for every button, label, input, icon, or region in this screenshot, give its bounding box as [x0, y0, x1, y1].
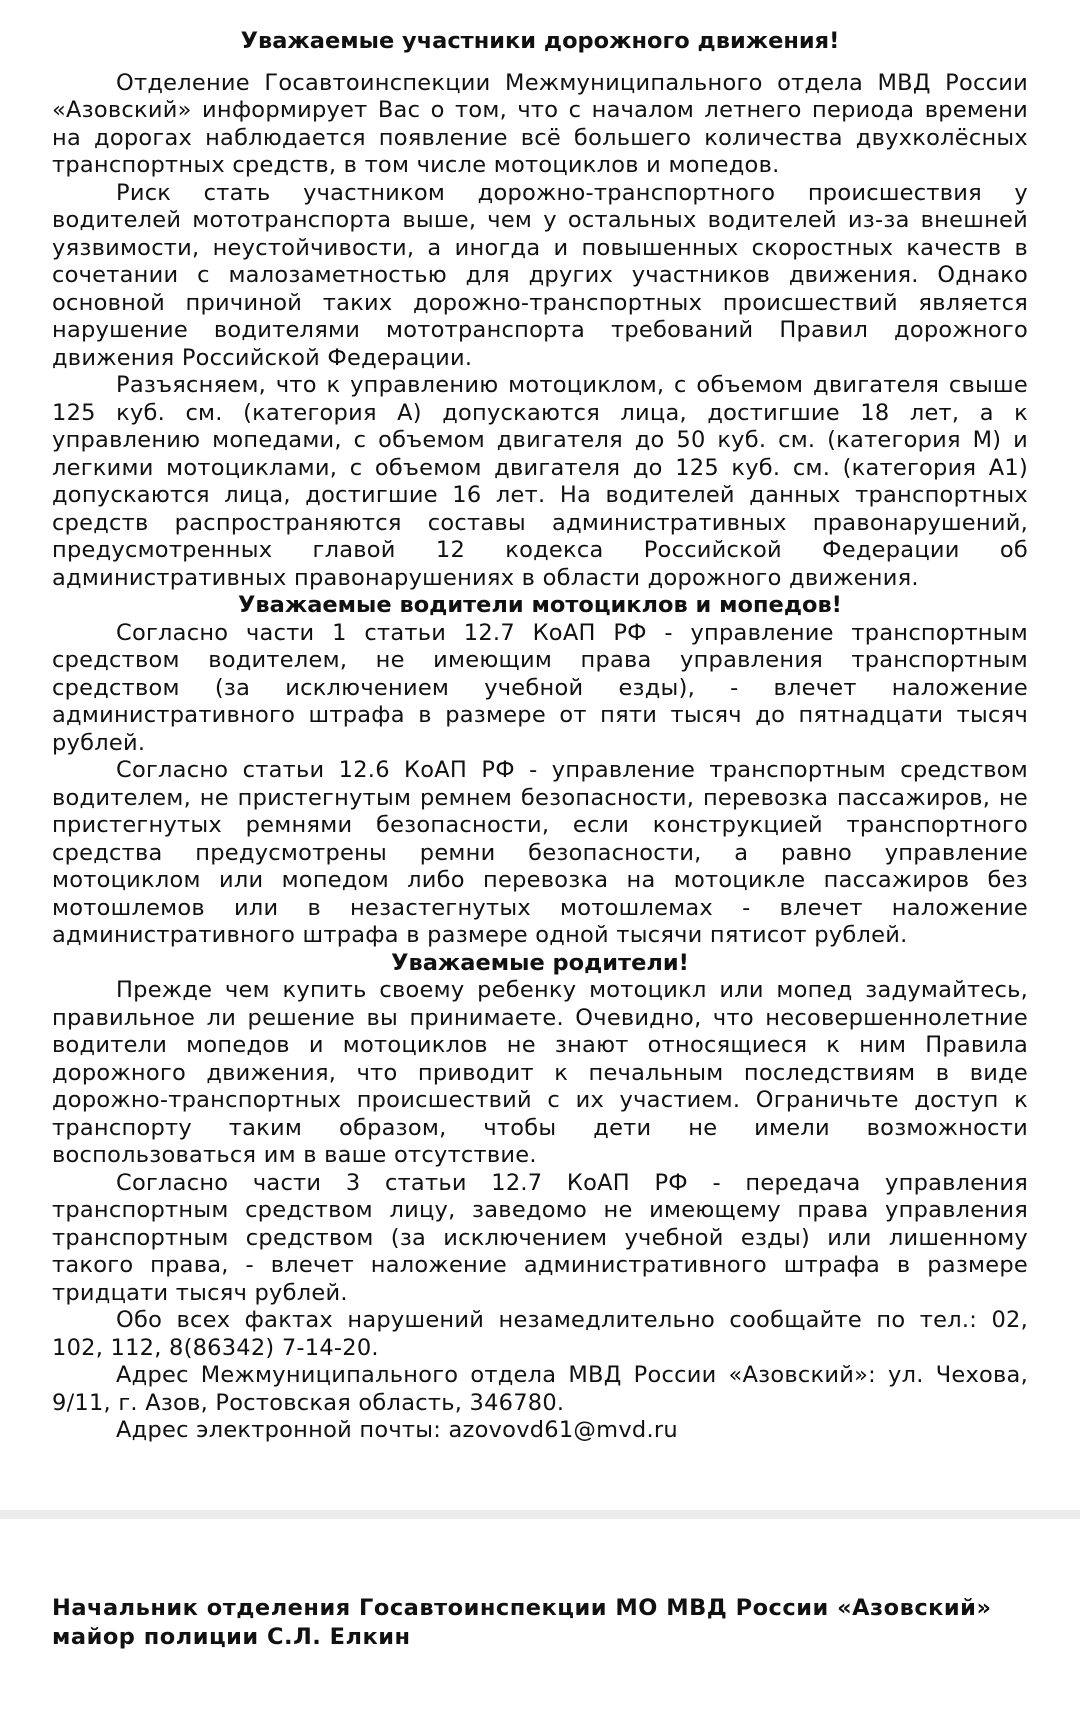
paragraph-contact-address: Адрес Межмуниципального отдела МВД России «Азовский»: ул. Чехова, 9/11, г. Азов, Ростовская область, 346780.	[52, 1362, 1028, 1416]
paragraph-parents-1: Прежде чем купить своему ребенку мотоцикл или мопед задумайтесь, правильное ли решение вы принимаете. Очевидно, что несовершеннолетние водители мопедов и мотоциклов не знают относящиеся к ним Правила дорожного движения, что приводит к печальным последствиям в виде дорожно-транспортных происшествий с их участием. Ограничьте доступ к транспорту таким образом, чтобы дети не имели возможности воспользоваться им в ваше отсутствие.	[52, 977, 1028, 1168]
paragraph-contact-phone: Обо всех фактах нарушений незамедлительно сообщайте по тел.: 02, 102, 112, 8(86342) 7-14-20.	[52, 1307, 1028, 1361]
paragraph-intro-1: Отделение Госавтоинспекции Межмуниципального отдела МВД России «Азовский» информирует Вас о том, что с началом летнего периода времени на дорогах наблюдается появление всё большего количества двухколёсных транспортных средств, в том числе мотоциклов и мопедов.	[52, 69, 1028, 178]
signature-position: Начальник отделения Госавтоинспекции МО МВД России «Азовский»	[52, 1595, 992, 1621]
heading-parents: Уважаемые родители!	[391, 949, 689, 976]
document-title: Уважаемые участники дорожного движения!	[240, 28, 840, 54]
paragraph-intro-3: Разъясняем, что к управлению мотоциклом, с объемом двигателя свыше 125 куб. см. (категория А) допускаются лица, достигшие 18 лет, а к управлению мопедами, с объемом двигателя до 50 куб. см. (категория М) и легкими мотоциклами, с объемом двигателя до 125 куб. см. (категория А1) допускаются лица, достигшие 16 лет. На водителей данных транспортных средств распространяются составы административных правонарушений, предусмотренных главой 12 кодекса Российской Федерации об административных правонарушениях в области дорожного движения.	[52, 372, 1028, 591]
paragraph-drivers-1: Согласно части 1 статьи 12.7 КоАП РФ - управление транспортным средством водителем, не имеющим права управления транспортным средством (за исключением учебной езды), - влечет наложение административного штрафа в размере от пяти тысяч до пятнадцати тысяч рублей.	[52, 619, 1028, 756]
signature-block	[52, 1594, 1042, 1652]
heading-drivers: Уважаемые водители мотоциклов и мопедов!	[238, 592, 842, 618]
notice-document	[52, 28, 1028, 1445]
section-divider	[0, 1510, 1080, 1519]
paragraph-drivers-2: Согласно статьи 12.6 КоАП РФ - управление транспортным средством водителем, не пристегнутым ремнем безопасности, перевозка пассажиров, не пристегнутых ремнями безопасности, если конструкцией транспортного средства предусмотрены ремни безопасности, а равно управление мотоциклом или мопедом либо перевозка на мотоцикле пассажиров без мотошлемов или в незастегнутых мотошлемах - влечет наложение административного штрафа в размере одной тысячи пятисот рублей.	[52, 757, 1028, 948]
paragraph-parents-2: Согласно части 3 статьи 12.7 КоАП РФ - передача управления транспортным средством лицу, заведомо не имеющему права управления транспортным средством (за исключением учебной езды) или лишенному такого права, - влечет наложение административного штрафа в размере тридцати тысяч рублей.	[52, 1169, 1028, 1306]
paragraph-contact-email: Адрес электронной почты: azovovd61@mvd.ru	[116, 1417, 678, 1443]
signature-name: майор полиции С.Л. Елкин	[52, 1624, 411, 1650]
paragraph-intro-2: Риск стать участником дорожно-транспортного происшествия у водителей мототранспорта выше, чем у остальных водителей из-за внешней уязвимости, неустойчивости, а иногда и повышенных скоростных качеств в сочетании с малозаметностью для других участников движения. Однако основной причиной таких дорожно-транспортных происшествий является нарушение водителями мототранспорта требований Правил дорожного движения Российской Федерации.	[52, 179, 1028, 371]
